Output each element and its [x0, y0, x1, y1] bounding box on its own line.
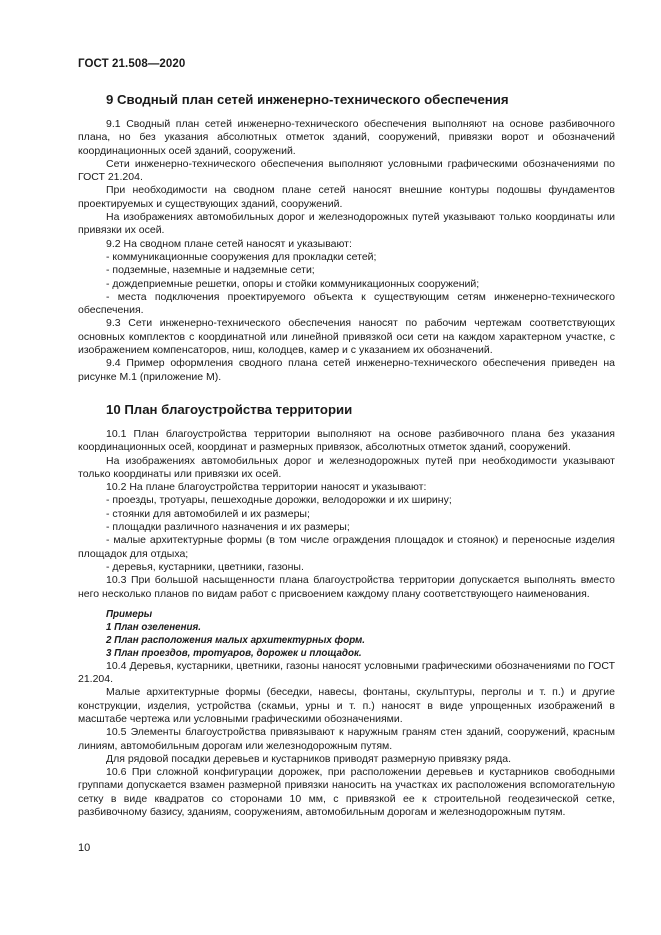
paragraph: Сети инженерно-технического обеспечения выполняют условными графическими обозначениями по ГОСТ 21.204.: [78, 157, 615, 184]
example-item: 3 План проездов, тротуаров, дорожек и площадок.: [106, 647, 362, 659]
paragraph: 9.3 Сети инженерно-технического обеспечения наносят по рабочим чертежам соответствующих основных комплектов с координатной или линейной привязкой оси сети на каждом характерном участке, с изображением компенсаторов, ниш, колодцев, камер и с указанием их обозначений.: [78, 317, 615, 357]
paragraph: 10.4 Деревья, кустарники, цветники, газоны наносят условными графическими обозначениями по ГОСТ 21.204.: [78, 659, 615, 686]
document-body: [78, 88, 615, 819]
paragraph: 9.4 Пример оформления сводного плана сетей инженерно-технического обеспечения приведен на рисунке М.1 (приложение М).: [78, 357, 615, 383]
list-item: - стоянки для автомобилей и их размеры;: [106, 507, 310, 520]
list-item: - площадки различного назначения и их размеры;: [106, 521, 350, 534]
paragraph: 10.5 Элементы благоустройства привязывают к наружным граням стен зданий, сооружений, красным линиям, автомобильным дорогам или железнодорожным путям.: [78, 726, 615, 752]
list-item: - проезды, тротуары, пешеходные дорожки, велодорожки и их ширину;: [106, 494, 452, 507]
paragraph: 10.6 При сложной конфигурации дорожек, при расположении деревьев и кустарников свободными группами допускается взамен размерной привязки наносить на участках их расположения вспомогательную сетку в виде квадратов со сторонами 10 мм, с привязкой ее к строительной геодезической сетке, разбивочному базису, зданиям, сооружениям, автомобильным дорогам и железнодорожным путям.: [78, 766, 615, 819]
section-9-title: 9 Сводный план сетей инженерно-технического обеспечения: [106, 92, 509, 107]
paragraph: 9.1 Сводный план сетей инженерно-технического обеспечения выполняют на основе разбивочного плана, но без указания абсолютных отметок зданий, сооружений, привязки ворот и обозначений координационных осей зданий, сооружений.: [78, 118, 615, 157]
example-item: 2 План расположения малых архитектурных форм.: [106, 634, 366, 646]
section-10-title: 10 План благоустройства территории: [106, 401, 353, 417]
paragraph: При необходимости на сводном плане сетей наносят внешние контуры подошвы фундаментов проектируемых и существующих зданий, сооружений.: [78, 184, 615, 210]
examples-heading: Примеры: [106, 608, 153, 620]
paragraph: Для рядовой посадки деревьев и кустарников приводят размерную привязку ряда.: [106, 752, 512, 765]
list-item: - малые архитектурные формы (в том числе ограждения площадок и стоянок) и переносные изделия площадок для отдыха;: [78, 534, 615, 560]
paragraph: 10.2 На плане благоустройства территории наносят и указывают:: [106, 481, 427, 494]
paragraph: Малые архитектурные формы (беседки, навесы, фонтаны, скульптуры, перголы и т. п.) и другие конструкции, изделия, устройства (скамьи, урны и т. п.) наносят в виде упрощенных изображений в масштабе чертежа или условными графическими обозначениями.: [78, 686, 615, 725]
paragraph: 9.2 На сводном плане сетей наносят и указывают:: [106, 237, 352, 250]
list-item: - коммуникационные сооружения для прокладки сетей;: [106, 250, 377, 263]
example-item: 1 План озеленения.: [106, 621, 201, 633]
list-item: - деревья, кустарники, цветники, газоны.: [106, 560, 304, 573]
paragraph: На изображениях автомобильных дорог и железнодорожных путей указывают только координаты или привязки их осей.: [78, 211, 615, 237]
examples-block: [78, 608, 615, 660]
paragraph: 10.1 План благоустройства территории выполняют на основе разбивочного плана без указания координационных осей, координат и размерных привязок, абсолютных отметок зданий, сооружений.: [78, 427, 615, 454]
paragraph: На изображениях автомобильных дорог и железнодорожных путей при необходимости указывают только координаты или привязки их осей.: [78, 454, 615, 480]
list-item: - дождеприемные решетки, опоры и стойки коммуникационных сооружений;: [106, 277, 480, 290]
page-number: 10: [78, 842, 91, 854]
paragraph: 10.3 При большой насыщенности плана благоустройства территории допускается выполнять вместо него несколько планов по видам работ с присвоением каждому плану соответствующего наименования.: [78, 574, 615, 600]
list-item: - подземные, наземные и надземные сети;: [106, 264, 315, 277]
list-item: - места подключения проектируемого объекта к существующим сетям инженерно-технического обеспечения.: [78, 290, 615, 317]
document-header: ГОСТ 21.508—2020: [78, 58, 186, 70]
